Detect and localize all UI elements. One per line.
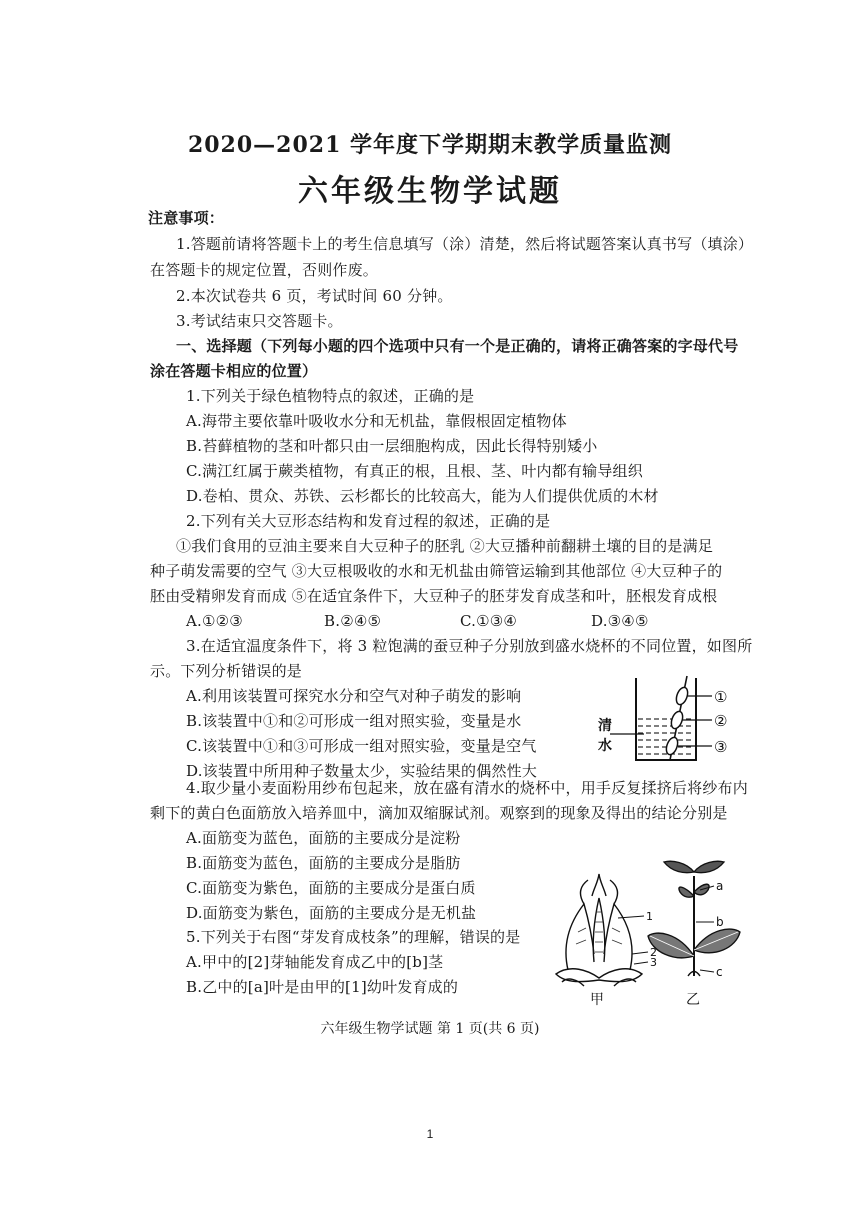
question-1-stem: 1.下列关于绿色植物特点的叙述，正确的是: [186, 387, 475, 405]
notice-item-3: 3.考试结束只交答题卡。: [176, 312, 343, 330]
question-3-stem-cont: 示。下列分析错误的是: [150, 662, 303, 680]
question-5-stem: 5.下列关于右图“芽发育成枝条”的理解，错误的是: [186, 928, 521, 946]
page-footer: 六年级生物学试题 第 1 页(共 6 页): [320, 1021, 540, 1037]
mark-2: ②: [714, 712, 728, 730]
question-2-option-d: D.③④⑤: [591, 612, 649, 630]
caption-yi: 乙: [686, 992, 700, 1008]
question-4-stem: 4.取少量小麦面粉用纱布包起来，放在盛有清水的烧杯中，用手反复揉挤后将纱布内: [186, 779, 748, 797]
bud-texture: [576, 912, 622, 952]
question-4-option-c: C.面筋变为紫色，面筋的主要成分是蛋白质: [186, 879, 476, 897]
question-2-statements-2: 种子萌发需要的空气 ③大豆根吸收的水和无机盐由筛管运输到其他部位 ④大豆种子的: [150, 562, 723, 580]
branch-label-b: b: [716, 915, 724, 929]
notice-heading: 注意事项：: [148, 209, 225, 227]
question-3-option-c: C.该装置中①和③可形成一组对照实验，变量是空气: [186, 737, 537, 755]
question-3-option-b: B.该装置中①和②可形成一组对照实验，变量是水: [186, 712, 522, 730]
question-4-option-d: D.面筋变为紫色，面筋的主要成分是无机盐: [186, 904, 477, 922]
bud-section-jia: [556, 874, 642, 986]
question-5-option-a: A.甲中的[2]芽轴能发育成乙中的[b]茎: [186, 953, 444, 971]
mark-1: ①: [714, 688, 728, 706]
bud-label-2: 2: [650, 946, 657, 959]
question-4-option-b: B.面筋变为蓝色，面筋的主要成分是脂肪: [186, 854, 461, 872]
bud-label-1: 1: [646, 910, 653, 923]
beaker-seed-figure: [590, 672, 740, 772]
question-1-option-d: D.卷柏、贯众、苏铁、云杉都长的比较高大，能为人们提供优质的木材: [186, 487, 659, 505]
section-heading: 一、选择题（下列每小题的四个选项中只有一个是正确的，请将正确答案的字母代号: [176, 337, 739, 355]
branch-label-a: a: [716, 879, 724, 893]
question-2-statements-1: ①我们食用的豆油主要来自大豆种子的胚乳 ②大豆播种前翻耕土壤的目的是满足: [176, 537, 713, 555]
question-3-stem: 3.在适宜温度条件下，将 3 粒饱满的蚕豆种子分别放到盛水烧杯的不同位置，如图所: [186, 637, 753, 655]
section-heading-cont: 涂在答题卡相应的位置）: [150, 362, 318, 380]
question-4-option-a: A.面筋变为蓝色，面筋的主要成分是淀粉: [186, 829, 461, 847]
bud-label-3: 3: [650, 956, 657, 969]
question-3-option-a: A.利用该装置可探究水分和空气对种子萌发的影响: [186, 687, 522, 705]
water-label-2: 水: [598, 738, 612, 754]
water-label-1: 清: [598, 718, 612, 734]
question-1-option-b: B.苔藓植物的茎和叶都只由一层细胞构成，因此长得特别矮小: [186, 437, 598, 455]
question-4-stem-cont: 剩下的黄白色面筋放入培养皿中，滴加双缩脲试剂。观察到的现象及得出的结论分别是: [150, 804, 728, 822]
bud-branch-figure: [548, 852, 754, 1008]
branch-label-c: c: [716, 965, 723, 979]
notice-item-1: 1.答题前请将答题卡上的考生信息填写（涂）清楚，然后将试题答案认真书写（填涂）: [176, 235, 754, 253]
question-2-stem: 2.下列有关大豆形态结构和发育过程的叙述，正确的是: [186, 512, 551, 530]
question-1-option-c: C.满江红属于蕨类植物，有真正的根，且根、茎、叶内都有输导组织: [186, 462, 643, 480]
subject-title: 六年级生物学试题: [298, 174, 562, 209]
question-2-option-c: C.①③④: [460, 612, 518, 630]
question-5-option-b: B.乙中的[a]叶是由甲的[1]幼叶发育成的: [186, 978, 459, 996]
mark-3: ③: [714, 738, 728, 756]
question-2-option-b: B.②④⑤: [324, 612, 382, 630]
question-2-statements-3: 胚由受精卵发育而成 ⑤在适宜条件下，大豆种子的胚芽发育成茎和叶，胚根发育成根: [150, 587, 718, 605]
caption-jia: 甲: [590, 992, 604, 1008]
question-1-option-a: A.海带主要依靠叶吸收水分和无机盐，靠假根固定植物体: [186, 412, 567, 430]
notice-item-2: 2.本次试卷共 6 页，考试时间 60 分钟。: [176, 287, 453, 305]
page-number: 1: [426, 1127, 434, 1141]
branch-yi: [648, 861, 740, 976]
question-3-option-d: D.该装置中所用种子数量太少，实验结果的偶然性大: [186, 762, 538, 780]
notice-item-1-cont: 在答题卡的规定位置，否则作废。: [150, 261, 379, 279]
water-lines: [638, 719, 693, 754]
question-2-option-a: A.①②③: [186, 612, 243, 630]
exam-title: 2020—2021 学年度下学期期末教学质量监测: [187, 132, 673, 158]
